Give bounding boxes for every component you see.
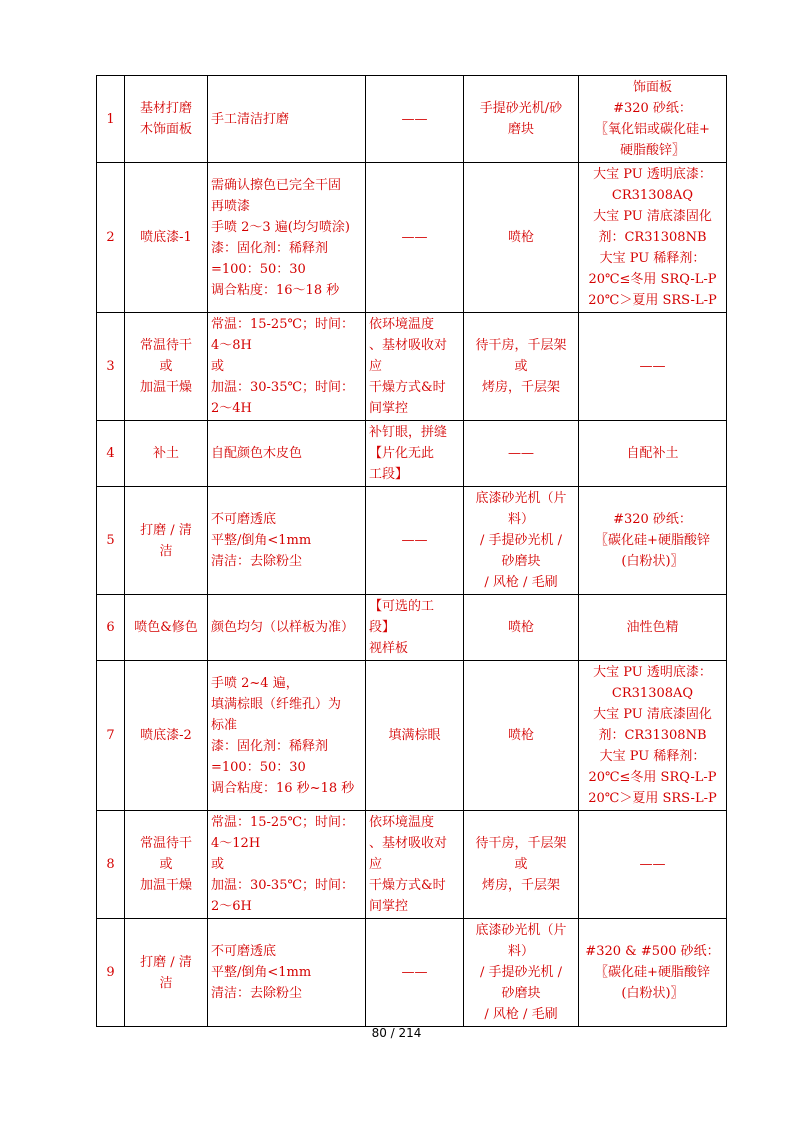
cell-line: (白粉状)〗 [621, 986, 684, 1001]
process-name-cell [125, 76, 208, 163]
note-cell [366, 595, 464, 661]
cell-line: 不可磨透底 [211, 512, 277, 527]
cell-line: 剂：CR31308NB [598, 230, 707, 245]
tool-cell [464, 661, 579, 811]
cell-line: 打磨 / 清 [140, 954, 192, 970]
method-cell [208, 487, 366, 595]
tool-cell [464, 811, 579, 919]
cell-line: 需确认擦色已完全干固 [211, 177, 342, 193]
cell-line: 饰面板 [632, 80, 672, 95]
cell-line: —— [639, 359, 666, 374]
table-row [97, 313, 727, 421]
cell-line: 自配颜色木皮色 [211, 446, 303, 461]
process-name-cell [125, 487, 208, 595]
cell-line: 间掌控 [369, 899, 409, 914]
cell-line: 填满棕眼（纤维孔）为 [211, 696, 342, 712]
cell-line: 料） [507, 512, 534, 527]
row-number-cell: 8 [97, 811, 125, 919]
row-number-cell: 9 [97, 919, 125, 1027]
material-cell [579, 163, 727, 313]
cell-line: 段】 [369, 620, 396, 635]
note-cell [366, 487, 464, 595]
cell-line: 砂磨块 [501, 554, 541, 569]
material-cell [579, 487, 727, 595]
cell-line: 硬脂酸锌〗 [619, 143, 685, 158]
cell-line: 补土 [152, 446, 179, 461]
tool-cell [464, 487, 579, 595]
cell-line: 〖碳化硅+硬脂酸锌 [595, 965, 710, 980]
cell-line: 〖氧化铝或碳化硅+ [595, 122, 710, 137]
note-cell [366, 811, 464, 919]
cell-line: 烤房，千层架 [481, 380, 560, 395]
cell-line: 常温待干 [139, 836, 192, 851]
cell-line: 平整/倒角<1mm [211, 965, 312, 980]
cell-line: 打磨 / 清 [140, 522, 192, 538]
cell-line: 磨块 [507, 122, 534, 137]
cell-line: 平整/倒角<1mm [211, 533, 312, 548]
cell-line: 20℃≤冬用 SRQ-L-P [588, 272, 717, 287]
method-cell [208, 313, 366, 421]
cell-line: 大宝 PU 透明底漆： [593, 665, 712, 680]
row-number-cell: 2 [97, 163, 125, 313]
cell-line: —— [639, 857, 666, 872]
tool-cell [464, 421, 579, 487]
cell-line: 砂磨块 [501, 986, 541, 1001]
row-number-cell: 7 [97, 661, 125, 811]
cell-line: 补钉眼，拼缝 [369, 425, 448, 440]
cell-line: 油性色精 [626, 620, 679, 635]
note-cell [366, 421, 464, 487]
cell-line: 木饰面板 [139, 122, 192, 137]
cell-line: CR31308AQ [611, 188, 694, 203]
cell-line: 加温干燥 [139, 878, 192, 893]
cell-line: 标准 [211, 717, 238, 733]
method-cell [208, 421, 366, 487]
cell-line: —— [401, 965, 428, 980]
cell-line: 手工清洁打磨 [211, 111, 290, 127]
process-name-cell [125, 661, 208, 811]
row-number-cell: 6 [97, 595, 125, 661]
cell-line: 或 [211, 359, 225, 374]
cell-line: 喷枪 [507, 728, 534, 743]
method-cell [208, 661, 366, 811]
cell-line: 2～6H [211, 899, 252, 914]
cell-line: 20℃＞夏用 SRS-L-P [588, 293, 717, 308]
cell-line: 料） [507, 944, 534, 959]
cell-line: 大宝 PU 稀释剂： [599, 749, 706, 764]
material-cell [579, 313, 727, 421]
cell-line: 手提砂光机/砂 [479, 101, 563, 116]
cell-line: 、基材吸收对 [369, 338, 448, 353]
method-cell [208, 595, 366, 661]
page-number: 80 / 214 [371, 1026, 422, 1040]
cell-line: 工段】 [369, 467, 409, 482]
cell-line: 【可选的工 [369, 599, 435, 614]
cell-line: 视样板 [369, 641, 409, 656]
cell-line: 底漆砂光机（片 [475, 491, 567, 506]
material-cell [579, 421, 727, 487]
cell-line: 大宝 PU 清底漆固化 [593, 209, 712, 224]
cell-line: 常温：15-25℃；时间： [211, 815, 355, 830]
cell-line: 大宝 PU 透明底漆： [593, 167, 712, 182]
cell-line: 剂：CR31308NB [598, 728, 707, 743]
cell-line: 自配补土 [626, 446, 679, 461]
row-number-cell: 5 [97, 487, 125, 595]
cell-line: 调合粘度：16 秒~18 秒 [211, 780, 355, 796]
cell-line: 颜色均匀（以样板为准） [211, 620, 355, 635]
process-table [96, 75, 727, 1027]
table-row [97, 421, 727, 487]
table-body [97, 76, 727, 1027]
cell-line: 大宝 PU 稀释剂： [599, 251, 706, 266]
cell-line: 喷底漆-1 [140, 230, 192, 245]
cell-line: —— [508, 446, 534, 461]
cell-line: 喷枪 [507, 620, 534, 635]
table-row [97, 163, 727, 313]
cell-line: 常温待干 [139, 338, 192, 353]
note-cell [366, 76, 464, 163]
material-cell [579, 919, 727, 1027]
cell-line: 洁 [159, 975, 173, 991]
process-name-cell [125, 163, 208, 313]
cell-line: / 手提砂光机 / [479, 533, 563, 548]
cell-line: / 风枪 / 毛刷 [484, 575, 558, 590]
method-cell [208, 163, 366, 313]
cell-line: 或 [514, 857, 528, 872]
cell-line: 调合粘度：16～18 秒 [211, 282, 340, 298]
cell-line: 应 [369, 857, 383, 872]
cell-line: 、基材吸收对 [369, 836, 448, 851]
method-cell [208, 811, 366, 919]
cell-line: / 风枪 / 毛刷 [484, 1007, 558, 1022]
row-number-cell: 1 [97, 76, 125, 163]
cell-line: 填满棕眼 [388, 728, 441, 743]
tool-cell [464, 919, 579, 1027]
row-number-cell: 3 [97, 313, 125, 421]
cell-line: =100：50：30 [211, 261, 306, 277]
cell-line: =100：50：30 [211, 759, 306, 775]
cell-line: 或 [159, 359, 173, 374]
cell-line: 干燥方式&时 [369, 380, 446, 395]
cell-line: 底漆砂光机（片 [475, 923, 567, 938]
table-row [97, 487, 727, 595]
note-cell [366, 661, 464, 811]
cell-line: 或 [159, 857, 173, 872]
cell-line: 依环境温度 [369, 317, 435, 332]
table-row [97, 595, 727, 661]
cell-line: 或 [514, 359, 528, 374]
table-row [97, 919, 727, 1027]
cell-line: 加温：30-35℃；时间： [211, 380, 355, 395]
cell-line: 再喷漆 [211, 198, 251, 214]
cell-line: 烤房，千层架 [481, 878, 560, 893]
cell-line: 加温干燥 [139, 380, 192, 395]
cell-line: 常温：15-25℃；时间： [211, 317, 355, 332]
cell-line: 基材打磨 [139, 101, 192, 116]
cell-line: 漆：固化剂：稀释剂 [211, 240, 329, 256]
material-cell [579, 595, 727, 661]
cell-line: 依环境温度 [369, 815, 435, 830]
cell-line: #320 砂纸： [613, 101, 692, 116]
cell-line: 大宝 PU 清底漆固化 [593, 707, 712, 722]
process-name-cell [125, 919, 208, 1027]
cell-line: 20℃＞夏用 SRS-L-P [588, 791, 717, 806]
cell-line: / 手提砂光机 / [479, 965, 563, 980]
process-name-cell [125, 313, 208, 421]
cell-line: 待干房，千层架 [475, 338, 567, 353]
method-cell [208, 919, 366, 1027]
cell-line: 清洁：去除粉尘 [211, 986, 303, 1001]
cell-line: 4～12H [211, 836, 261, 851]
cell-line: (白粉状)〗 [621, 554, 684, 569]
cell-line: 或 [211, 857, 225, 872]
cell-line: —— [401, 533, 428, 548]
cell-line: 【片化无此 [369, 446, 435, 461]
table-row [97, 76, 727, 163]
cell-line: 4～8H [211, 338, 252, 353]
material-cell [579, 661, 727, 811]
cell-line: 20℃≤冬用 SRQ-L-P [588, 770, 717, 785]
table-row [97, 661, 727, 811]
tool-cell [464, 313, 579, 421]
process-name-cell [125, 811, 208, 919]
process-name-cell [125, 595, 208, 661]
tool-cell [464, 595, 579, 661]
cell-line: 不可磨透底 [211, 944, 277, 959]
cell-line: —— [401, 111, 428, 127]
cell-line: 清洁：去除粉尘 [211, 554, 303, 569]
cell-line: 喷枪 [507, 230, 534, 245]
cell-line: 间掌控 [369, 401, 409, 416]
cell-line: 加温：30-35℃；时间： [211, 878, 355, 893]
note-cell [366, 919, 464, 1027]
cell-line: 待干房，千层架 [475, 836, 567, 851]
cell-line: 干燥方式&时 [369, 878, 446, 893]
note-cell [366, 313, 464, 421]
cell-line: 漆：固化剂：稀释剂 [211, 738, 329, 754]
method-cell [208, 76, 366, 163]
process-name-cell [125, 421, 208, 487]
cell-line: 〖碳化硅+硬脂酸锌 [595, 533, 710, 548]
cell-line: 洁 [159, 543, 173, 559]
cell-line: 喷底漆-2 [140, 728, 192, 743]
tool-cell [464, 163, 579, 313]
cell-line: #320 砂纸： [613, 512, 692, 527]
material-cell [579, 811, 727, 919]
cell-line: CR31308AQ [611, 686, 694, 701]
note-cell [366, 163, 464, 313]
cell-line: #320 & #500 砂纸： [585, 944, 720, 959]
table-row [97, 811, 727, 919]
row-number-cell: 4 [97, 421, 125, 487]
cell-line: 手喷 2~4 遍， [211, 675, 299, 691]
cell-line: 手喷 2～3 遍(均匀喷涂) [211, 219, 350, 235]
cell-line: 2～4H [211, 401, 252, 416]
cell-line: —— [401, 230, 428, 245]
cell-line: 应 [369, 359, 383, 374]
cell-line: 喷色&修色 [134, 620, 198, 635]
tool-cell [464, 76, 579, 163]
material-cell [579, 76, 727, 163]
